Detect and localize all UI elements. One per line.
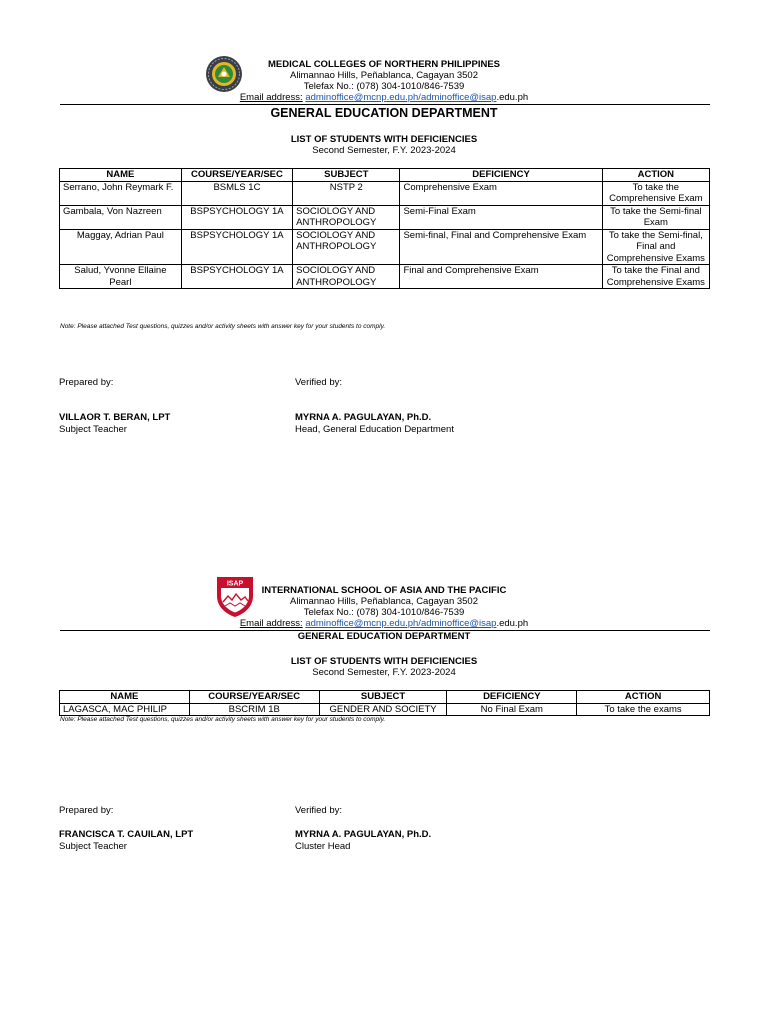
institution-email bbox=[0, 618, 768, 630]
semester-label: Second Semester, F.Y. 2023-2024 bbox=[312, 145, 456, 156]
verified-by-label: Verified by: bbox=[295, 377, 342, 388]
deficiency: Comprehensive Exam bbox=[400, 181, 602, 205]
subject: SOCIOLOGY AND ANTHROPOLOGY bbox=[293, 205, 400, 229]
subject: SOCIOLOGY AND ANTHROPOLOGY bbox=[293, 265, 400, 289]
action: To take the Semi-final, Final and Comprehensive Exams bbox=[602, 229, 709, 265]
institution-name: MEDICAL COLLEGES OF NORTHERN PHILIPPINES bbox=[267, 59, 501, 70]
header-rule bbox=[60, 104, 710, 105]
deficiency: Final and Comprehensive Exam bbox=[400, 265, 602, 289]
table-header-row bbox=[60, 169, 710, 182]
verifier-name: MYRNA A. PAGULAYAN, Ph.D. bbox=[295, 412, 432, 423]
table-note: Note: Please attached Test questions, quizzes and/or activity sheets with answer key for your students to comply. bbox=[60, 323, 386, 330]
prepared-by-label: Prepared by: bbox=[59, 805, 114, 816]
course-year-sec: BSPSYCHOLOGY 1A bbox=[181, 229, 292, 265]
email-link[interactable]: adminoffice@mcnp.edu.ph/adminoffice@isap bbox=[305, 618, 497, 629]
preparer-title: Subject Teacher bbox=[59, 841, 127, 852]
institution-email bbox=[0, 92, 768, 104]
student-name: Maggay, Adrian Paul bbox=[60, 229, 182, 265]
action: To take the Comprehensive Exam bbox=[602, 181, 709, 205]
department-title: GENERAL EDUCATION DEPARTMENT bbox=[270, 106, 498, 120]
student-name: LAGASCA, MAC PHILIP bbox=[60, 703, 190, 716]
verifier-title: Cluster Head bbox=[295, 841, 351, 852]
deficiency: Semi-Final Exam bbox=[400, 205, 602, 229]
table-note: Note: Please attached Test questions, quizzes and/or activity sheets with answer key for your students to comply. bbox=[60, 716, 386, 723]
subject: NSTP 2 bbox=[293, 181, 400, 205]
isap-logo-text: ISAP bbox=[226, 580, 244, 588]
email-label: Email address: bbox=[239, 618, 303, 629]
preparer-name: FRANCISCA T. CAUILAN, LPT bbox=[59, 829, 194, 840]
email-suffix: .edu.ph bbox=[496, 618, 529, 629]
table-row bbox=[60, 265, 710, 289]
col-subject-header: SUBJECT bbox=[293, 169, 400, 182]
institution-name: INTERNATIONAL SCHOOL OF ASIA AND THE PACIFIC bbox=[261, 585, 507, 596]
action: To take the Final and Comprehensive Exams bbox=[602, 265, 709, 289]
course-year-sec: BSMLS 1C bbox=[181, 181, 292, 205]
col-course-header: COURSE/YEAR/SEC bbox=[181, 169, 292, 182]
action: To take the exams bbox=[577, 703, 710, 716]
institution-telefax: Telefax No.: (078) 304-1010/846-7539 bbox=[303, 607, 465, 618]
list-title: LIST OF STUDENTS WITH DEFICIENCIES bbox=[290, 656, 478, 667]
col-deficiency-header: DEFICIENCY bbox=[447, 691, 577, 704]
subject: GENDER AND SOCIETY bbox=[319, 703, 447, 716]
semester-label: Second Semester, F.Y. 2023-2024 bbox=[312, 667, 456, 678]
col-action-header: ACTION bbox=[577, 691, 710, 704]
student-name: Salud, Yvonne Ellaine Pearl bbox=[60, 265, 182, 289]
prepared-by-label: Prepared by: bbox=[59, 377, 114, 388]
table-row bbox=[60, 703, 710, 716]
email-suffix: .edu.ph bbox=[496, 92, 529, 103]
email-label: Email address: bbox=[239, 92, 303, 103]
col-subject-header: SUBJECT bbox=[319, 691, 447, 704]
preparer-title: Subject Teacher bbox=[59, 424, 127, 435]
student-name: Serrano, John Reymark F. bbox=[60, 181, 182, 205]
student-name: Gambala, Von Nazreen bbox=[60, 205, 182, 229]
verifier-title: Head, General Education Department bbox=[295, 424, 454, 435]
table-header-row bbox=[60, 691, 710, 704]
deficiency: Semi-final, Final and Comprehensive Exam bbox=[400, 229, 602, 265]
table-row bbox=[60, 205, 710, 229]
preparer-name: VILLAOR T. BERAN, LPT bbox=[59, 412, 171, 423]
list-title: LIST OF STUDENTS WITH DEFICIENCIES bbox=[290, 134, 478, 145]
table-row bbox=[60, 229, 710, 265]
col-deficiency-header: DEFICIENCY bbox=[400, 169, 602, 182]
institution-telefax: Telefax No.: (078) 304-1010/846-7539 bbox=[303, 81, 465, 92]
email-link[interactable]: adminoffice@mcnp.edu.ph/adminoffice@isap bbox=[305, 92, 497, 103]
institution-address: Alimannao Hills, Peñablanca, Cagayan 3502 bbox=[289, 596, 478, 607]
deficiency: No Final Exam bbox=[447, 703, 577, 716]
deficiency-table bbox=[59, 168, 710, 289]
verifier-name: MYRNA A. PAGULAYAN, Ph.D. bbox=[295, 829, 432, 840]
course-year-sec: BSPSYCHOLOGY 1A bbox=[181, 205, 292, 229]
col-name-header: NAME bbox=[60, 169, 182, 182]
deficiency-table bbox=[59, 690, 710, 716]
subject: SOCIOLOGY AND ANTHROPOLOGY bbox=[293, 229, 400, 265]
col-action-header: ACTION bbox=[602, 169, 709, 182]
course-year-sec: BSCRIM 1B bbox=[189, 703, 319, 716]
action: To take the Semi-final Exam bbox=[602, 205, 709, 229]
col-name-header: NAME bbox=[60, 691, 190, 704]
course-year-sec: BSPSYCHOLOGY 1A bbox=[181, 265, 292, 289]
department-title: GENERAL EDUCATION DEPARTMENT bbox=[297, 631, 471, 642]
table-row bbox=[60, 181, 710, 205]
institution-address: Alimannao Hills, Peñablanca, Cagayan 3502 bbox=[289, 70, 478, 81]
col-course-header: COURSE/YEAR/SEC bbox=[189, 691, 319, 704]
verified-by-label: Verified by: bbox=[295, 805, 342, 816]
